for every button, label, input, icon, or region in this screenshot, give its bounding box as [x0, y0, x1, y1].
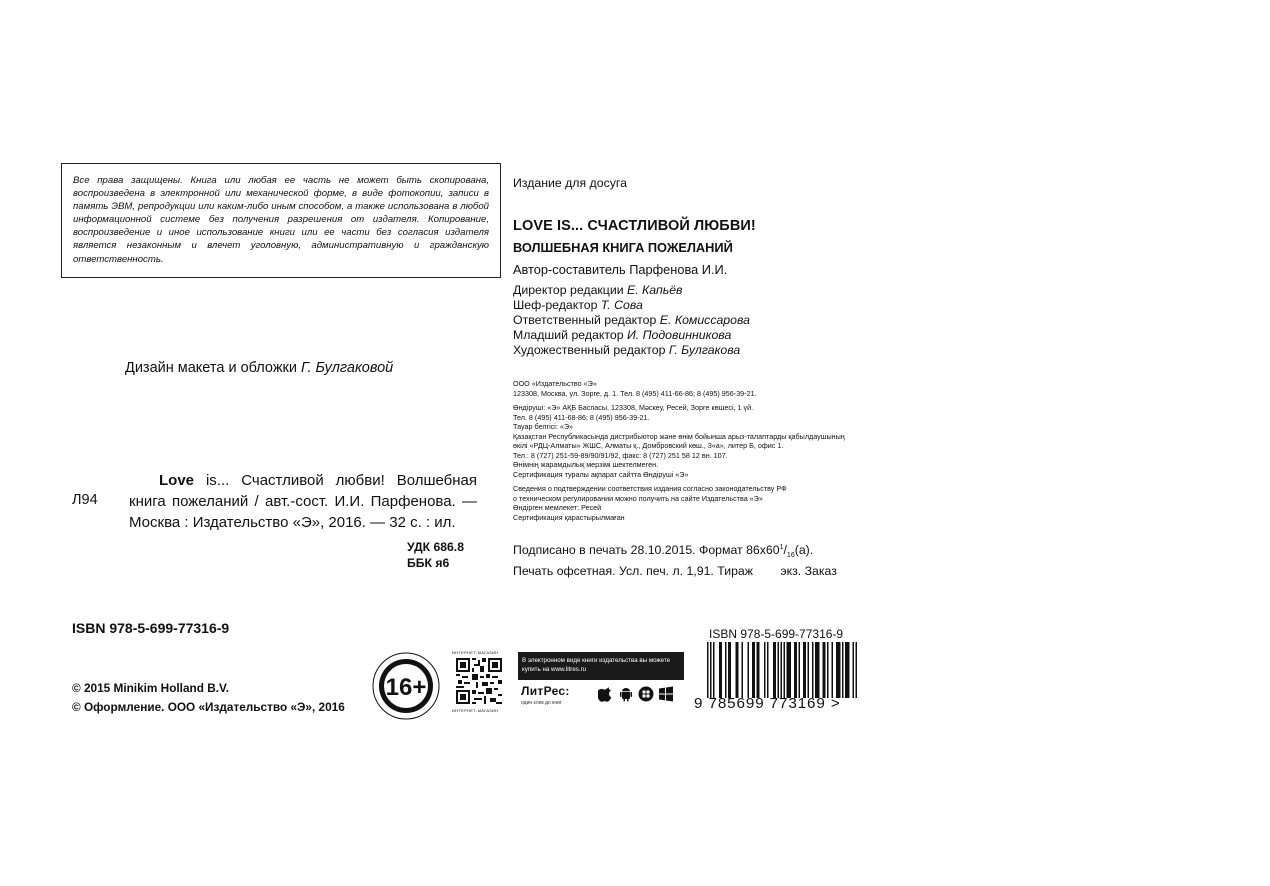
staff-row [513, 343, 750, 358]
barcode-bar [778, 642, 780, 698]
cert-line: Сертификация қарастырылмаған [513, 512, 625, 522]
cert-line: Сведения о подтверждении соответствия издания согласно законодательству РФ [513, 484, 787, 493]
editorial-staff [513, 283, 750, 358]
barcode-bar [742, 642, 744, 698]
kz-line: Тел. 8 (495) 411-68-86; 8 (495) 956-39-21. [513, 412, 650, 422]
staff-row [513, 313, 750, 328]
rights-notice-box [61, 163, 501, 278]
age-rating-badge [372, 652, 440, 720]
barcode-bar [748, 642, 750, 698]
book-subtitle: ВОЛШЕБНАЯ КНИГА ПОЖЕЛАНИЙ [513, 240, 733, 255]
litres-logo: ЛитРес: [521, 684, 570, 698]
barcode-bar [836, 642, 841, 698]
barcode-bar [812, 642, 814, 698]
print-line-1: Подписано в печать 28.10.2015. Формат $86x60^1/_{16}(а)$. [513, 543, 814, 559]
qr-caption-top: ИНТЕРНЕТ-МАГАЗИН [452, 650, 499, 655]
apple-icon [598, 686, 614, 702]
staff-name: И. Подовинникова [627, 327, 732, 342]
barcode-bar [823, 642, 826, 698]
isbn-left: ISBN 978-5-699-77316-9 [72, 620, 230, 636]
staff-name: Т. Сова [600, 297, 643, 312]
print-format-sup: 1 [779, 544, 784, 551]
age-rating-text: 16+ [385, 674, 427, 701]
compiler-credit: Автор-составитель Парфенова И.И. [513, 262, 728, 277]
windows-icon [658, 686, 674, 702]
design-credit [125, 360, 393, 376]
cert-line: о техническом регулировании можно получить на сайте Издательства «Э» [513, 493, 763, 503]
catalog-code: Л94 [72, 492, 98, 508]
bibliographic-text [129, 470, 477, 534]
barcode-bar [710, 642, 712, 698]
barcode-icon [707, 642, 857, 698]
design-name: Г. Булгаковой [301, 360, 394, 376]
barcode-bar [803, 642, 806, 698]
print-line-2: Печать офсетная. Усл. печ. л. 1,91. Тираж экз. Заказ [513, 563, 837, 578]
staff-role: Младший редактор [513, 327, 624, 342]
qr-code-icon [456, 658, 502, 704]
print-format-text: Подписано в печать 28.10.2015. Формат 86x60 [513, 543, 780, 557]
book-title: LOVE IS... СЧАСТЛИВОЙ ЛЮБВИ! [513, 218, 756, 234]
barcode-bar [752, 642, 755, 698]
publisher-line: 123308, Москва, ул. Зорге, д. 1. Тел. 8 (495) 411-66-86; 8 (495) 956-39-21. [513, 388, 757, 398]
litres-promo-line-1: В электронном виде книги издательства вы можете [522, 657, 671, 664]
litres-promo-banner [518, 652, 684, 680]
kz-line: Тауар белгісі: «Э» [513, 422, 574, 431]
staff-name: Е. Комиссарова [659, 312, 750, 327]
barcode-bar [781, 642, 783, 698]
udk-code: УДК 686.8 [407, 540, 464, 554]
bib-body: is... Счастливой любви! Волшебная книга пожеланий / авт.-сост. И.И. Парфенова. — Москва : Издательство «Э», 2016. — 32 с. : ил. [129, 472, 478, 532]
barcode-bar [728, 642, 731, 698]
barcode-bar [808, 642, 810, 698]
barcode-bar [787, 642, 792, 698]
kz-line: Өндіруші: «Э» АҚБ Баспасы, 123308, Мәскеу, Ресей, Зорге көшесі, 1 үй. [513, 403, 754, 412]
publisher-line: ООО «Издательство «Э» [513, 379, 597, 388]
barcode-bar [767, 642, 769, 698]
qr-caption-bottom: ИНТЕРНЕТ-МАГАЗИН [452, 708, 499, 713]
kz-line: Сертификация туралы ақпарат сайтта Өндіруші «Э» [513, 469, 689, 479]
kz-line: Қазақстан Республикасында дистрибьютор жəне өнім бойынша арыз-талаптарды қабылдаушының [513, 431, 845, 441]
staff-role: Ответственный редактор [513, 312, 657, 327]
print-format-sub: 16 [786, 552, 795, 559]
edition-type: Издание для досуга [513, 176, 627, 190]
staff-row [513, 328, 750, 343]
barcode-bar [736, 642, 739, 698]
kz-line: Тел.: 8 (727) 251-59-89/90/91/92, факс: 8 (727) 251 58 12 вн. 107. [513, 450, 728, 460]
barcode-bar [832, 642, 834, 698]
staff-row [513, 283, 750, 298]
barcode-bar [713, 642, 715, 698]
publisher-info [513, 379, 873, 522]
staff-role: Шеф-редактор [513, 297, 598, 312]
kz-line: өкілі «РДЦ-Алматы» ЖШС, Алматы қ., Домбровский көш., 3«а», литер Б, офис 1. [513, 441, 784, 450]
bibliographic-record [129, 470, 477, 534]
staff-role: Художественный редактор [513, 342, 666, 357]
barcode-bar [773, 642, 776, 698]
print-format-suffix: (а). [794, 543, 814, 557]
android-icon [618, 686, 634, 702]
print-info [513, 540, 837, 579]
kz-line: Өнімнің жарамдылық мерзімі шектелмеген. [513, 460, 659, 469]
copyright-line-2: © Оформление. ООО «Издательство «Э», 2016 [72, 699, 345, 714]
qr-code-block [448, 650, 510, 716]
barcode-bar [842, 642, 844, 698]
copyright-block [72, 679, 345, 716]
barcode-bar [827, 642, 829, 698]
barcode-digits: 9 785699 773169 > [694, 695, 841, 712]
barcode-bar [845, 642, 850, 698]
barcode-bar [853, 642, 855, 698]
rights-notice-text: Все права защищены. Книга или любая ее часть не может быть скопирована, воспроизведена в электронной или механической форме, в виде фотокопии, записи в память ЭВМ, репродукции или каким-либо иным способом, а также использована в любой информационной системе без получения разрешения от издателя. Копирование, воспроизведение и иное использование книги или ее части без согласия издателя является незаконным и влечет уголовную, административную и гражданскую ответственность. [73, 175, 489, 265]
barcode-bar [784, 642, 786, 698]
classification-codes [407, 540, 464, 571]
staff-name: Г. Булгакова [668, 342, 741, 357]
barcode-bar [856, 642, 858, 698]
barcode-bar [757, 642, 760, 698]
cert-line: Өндірген мемлекет: Ресей [513, 503, 602, 512]
barcode-bar [725, 642, 727, 698]
barcode-bar [794, 642, 797, 698]
barcode-bar [719, 642, 722, 698]
litres-promo-block [518, 652, 684, 710]
design-label: Дизайн макета и обложки [125, 360, 297, 376]
barcode-bar [799, 642, 801, 698]
litres-promo-line-2: купить на www.litres.ru [522, 666, 587, 673]
staff-role: Директор редакции [513, 283, 624, 297]
bbk-code: ББК я6 [407, 555, 450, 570]
bib-title: Love [159, 472, 195, 489]
isbn-right: ISBN 978-5-699-77316-9 [709, 627, 844, 641]
copyright-line-1: © 2015 Minikim Holland B.V. [72, 681, 230, 695]
windows-phone-icon [638, 686, 654, 702]
staff-row [513, 298, 750, 313]
staff-name: Е. Капьёв [627, 283, 683, 297]
barcode-bar [815, 642, 820, 698]
barcode-bar [764, 642, 766, 698]
barcode-bar [707, 642, 709, 698]
litres-tagline: один клик до книг [521, 700, 562, 706]
